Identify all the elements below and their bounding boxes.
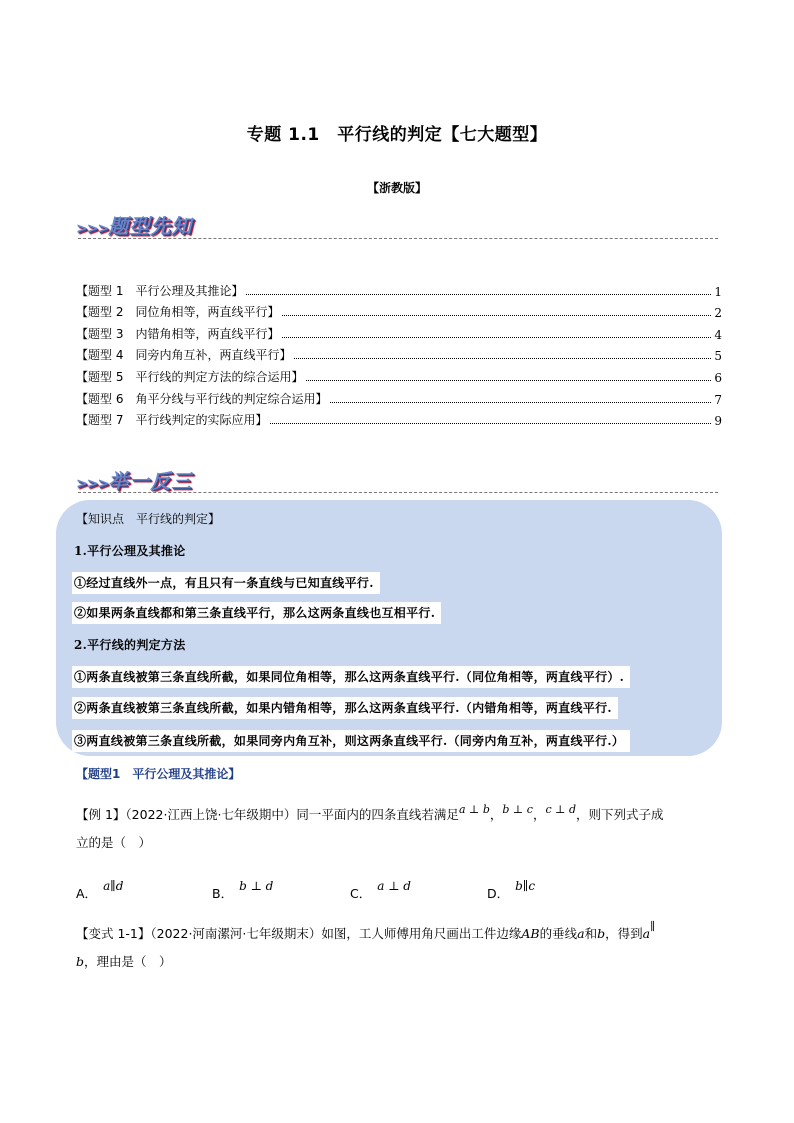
section-banner-practice: [76, 465, 192, 494]
example-question: 【例 1】（2022·江西上饶·七年级期中）同一平面内的四条直线若满足a ⊥ b，b ⊥ c，c ⊥ d，则下列式子成: [76, 803, 664, 822]
knowledge-heading: 2.平行线的判定方法: [74, 638, 186, 652]
variant-question-line2: b，理由是（ ）: [76, 954, 172, 969]
toc-item[interactable]: 【题型 6 角平分线与平行线的判定综合运用】 7: [76, 391, 722, 407]
variant-question: 【变式 1-1】（2022·河南漯河·七年级期末）如图，工人师傅用角尺画出工件边缘AB的垂线a和b，得到a∥: [76, 920, 656, 941]
banner-text: 举一反三: [108, 469, 193, 493]
option-a[interactable]: A． a∥d: [76, 879, 124, 901]
divider: [78, 492, 718, 493]
knowledge-line: ①两条直线被第三条直线所截，如果同位角相等，那么这两条直线平行.（同位角相等，两直线平行）.: [72, 666, 630, 688]
knowledge-line: ②如果两条直线都和第三条直线平行，那么这两条直线也互相平行.: [72, 602, 441, 624]
example-question-line2: 立的是（ ）: [76, 835, 152, 850]
knowledge-title: 【知识点 平行线的判定】: [76, 512, 221, 526]
toc-item[interactable]: 【题型 5 平行线的判定方法的综合运用】 6: [76, 369, 722, 385]
toc-item[interactable]: 【题型 4 同旁内角互补，两直线平行】 5: [76, 348, 722, 364]
page-title: 专题 1.1 平行线的判定【七大题型】: [246, 125, 548, 145]
toc-item[interactable]: 【题型 2 同位角相等，两直线平行】 2: [76, 305, 722, 321]
knowledge-line: ①经过直线外一点，有且只有一条直线与已知直线平行.: [72, 572, 380, 594]
knowledge-line: ②两条直线被第三条直线所截，如果内错角相等，那么这两条直线平行.（内错角相等，两直线平行.: [72, 697, 618, 719]
arrows-icon: >>>: [76, 221, 109, 237]
type-heading: 【题型1 平行公理及其推论】: [76, 767, 241, 781]
section-banner-preview: [76, 210, 192, 239]
table-of-contents: [76, 277, 722, 428]
toc-item[interactable]: 【题型 3 内错角相等，两直线平行】 4: [76, 326, 722, 342]
toc-item[interactable]: 【题型 1 平行公理及其推论】 1: [76, 283, 722, 299]
toc-item[interactable]: 【题型 7 平行线判定的实际应用】 9: [76, 413, 722, 429]
banner-text: 题型先知: [108, 214, 193, 238]
option-c[interactable]: C． a ⊥ d: [350, 879, 411, 901]
option-b[interactable]: B． b ⊥ d: [212, 879, 274, 901]
knowledge-heading: 1.平行公理及其推论: [74, 544, 186, 558]
edition-label: 【浙教版】: [366, 181, 427, 195]
arrows-icon: >>>: [76, 476, 109, 492]
knowledge-line: ③两直线被第三条直线所截，如果同旁内角互补，则这两条直线平行.（同旁内角互补，两直线平行.）: [72, 730, 630, 752]
option-d[interactable]: D． b∥c: [487, 879, 536, 901]
divider: [78, 238, 718, 239]
